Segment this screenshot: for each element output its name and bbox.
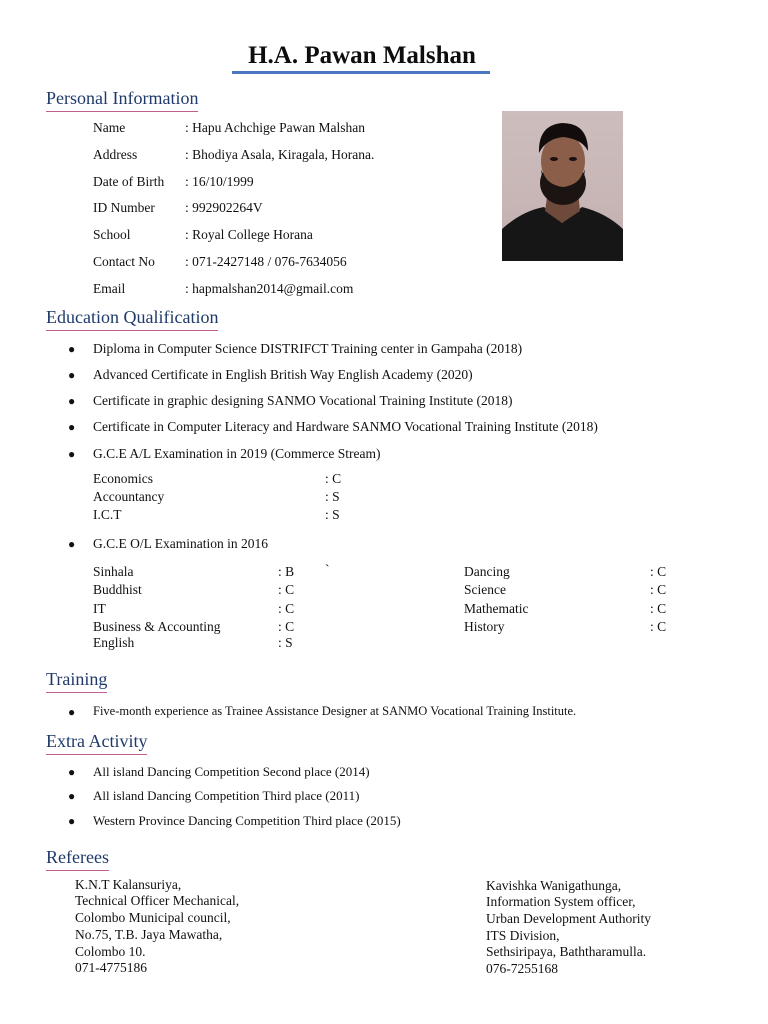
personal-label-school: School [93,227,131,242]
ol-grade: : C [650,582,667,597]
ol-grade: : C [650,619,667,634]
referee-line: 071-4775186 [75,960,147,975]
section-personal-title: Personal Information [46,88,199,108]
personal-value-school: : Royal College Horana [185,227,313,242]
title-underline [232,71,490,74]
ol-subject: Mathematic [464,601,529,616]
education-item: Advanced Certificate in English British Way English Academy (2020) [93,367,473,382]
personal-value-contact: : 071-2427148 / 076-7634056 [185,254,347,269]
stray-mark: ` [325,562,330,577]
al-grade: : S [325,507,340,522]
ol-heading: G.C.E O/L Examination in 2016 [93,536,268,551]
bullet-icon: ● [68,420,76,434]
section-personal [46,88,198,109]
ol-grade: : C [278,619,295,634]
referee-line: 076-7255168 [486,961,558,976]
section-referees [46,847,109,868]
al-subject: I.C.T [93,507,122,522]
personal-value-dob: : 16/10/1999 [185,174,254,189]
ol-subject: Science [464,582,506,597]
referee-line: K.N.T Kalansuriya, [75,877,182,892]
ol-subject: Dancing [464,564,510,579]
ol-grade: : C [650,601,667,616]
ol-subject: IT [93,601,106,616]
referee-line: Technical Officer Mechanical, [75,893,240,908]
personal-label-contact: Contact No [93,254,155,269]
referee-line: Kavishka Wanigathunga, [486,878,622,893]
ol-subject: Business & Accounting [93,619,221,634]
personal-value-name: : Hapu Achchige Pawan Malshan [185,120,365,135]
ol-subject: English [93,635,135,650]
referee-line: Colombo Municipal council, [75,910,231,925]
referee-line: Sethsiripaya, Baththaramulla. [486,944,647,959]
personal-label-dob: Date of Birth [93,174,165,189]
bullet-icon: ● [68,368,76,382]
personal-value-address: : Bhodiya Asala, Kiragala, Horana. [185,147,375,162]
bullet-icon: ● [68,814,76,828]
ol-subject: Buddhist [93,582,142,597]
education-item: G.C.E A/L Examination in 2019 (Commerce Stream) [93,446,381,461]
education-item: Certificate in graphic designing SANMO Vocational Training Institute (2018) [93,393,513,408]
education-item: Certificate in Computer Literacy and Hardware SANMO Vocational Training Institute (2018) [93,419,598,434]
ol-grade: : C [650,564,667,579]
section-education [46,307,218,328]
referee-line: Urban Development Authority [486,911,651,926]
bullet-icon: ● [68,447,76,461]
section-education-title: Education Qualification [46,307,219,327]
section-extra-title: Extra Activity [46,731,148,751]
bullet-icon: ● [68,394,76,408]
extra-item: All island Dancing Competition Third place (2011) [93,788,360,803]
personal-label-email: Email [93,281,126,296]
bullet-icon: ● [68,537,76,551]
bullet-icon: ● [68,765,76,779]
ol-grade: : B [278,564,295,579]
section-extra [46,731,147,752]
ol-grade: : C [278,582,295,597]
ol-grade: : C [278,601,295,616]
extra-item: Western Province Dancing Competition Third place (2015) [93,813,401,828]
profile-photo [502,111,623,261]
al-subject: Accountancy [93,489,165,504]
referee-line: Information System officer, [486,894,636,909]
al-subject: Economics [93,471,153,486]
personal-value-email: : hapmalshan2014@gmail.com [185,281,354,296]
extra-item: All island Dancing Competition Second place (2014) [93,764,370,779]
section-training [46,669,107,690]
personal-label-id: ID Number [93,200,155,215]
bullet-icon: ● [68,789,76,803]
ol-subject: History [464,619,505,634]
bullet-icon: ● [68,705,76,719]
personal-label-address: Address [93,147,138,162]
personal-label-name: Name [93,120,126,135]
bullet-icon: ● [68,342,76,356]
ol-grade: : S [278,635,293,650]
al-grade: : S [325,489,340,504]
training-item: Five-month experience as Trainee Assistance Designer at SANMO Vocational Training Institute. [93,704,577,718]
section-training-title: Training [46,669,108,689]
personal-value-id: : 992902264V [185,200,263,215]
referee-line: No.75, T.B. Jaya Mawatha, [75,927,223,942]
section-referees-title: Referees [46,847,109,867]
referee-line: Colombo 10. [75,944,146,959]
ol-subject: Sinhala [93,564,134,579]
al-grade: : C [325,471,342,486]
page-title: H.A. Pawan Malshan [248,42,476,69]
referee-line: ITS Division, [486,928,560,943]
education-item: Diploma in Computer Science DISTRIFCT Training center in Gampaha (2018) [93,341,523,356]
